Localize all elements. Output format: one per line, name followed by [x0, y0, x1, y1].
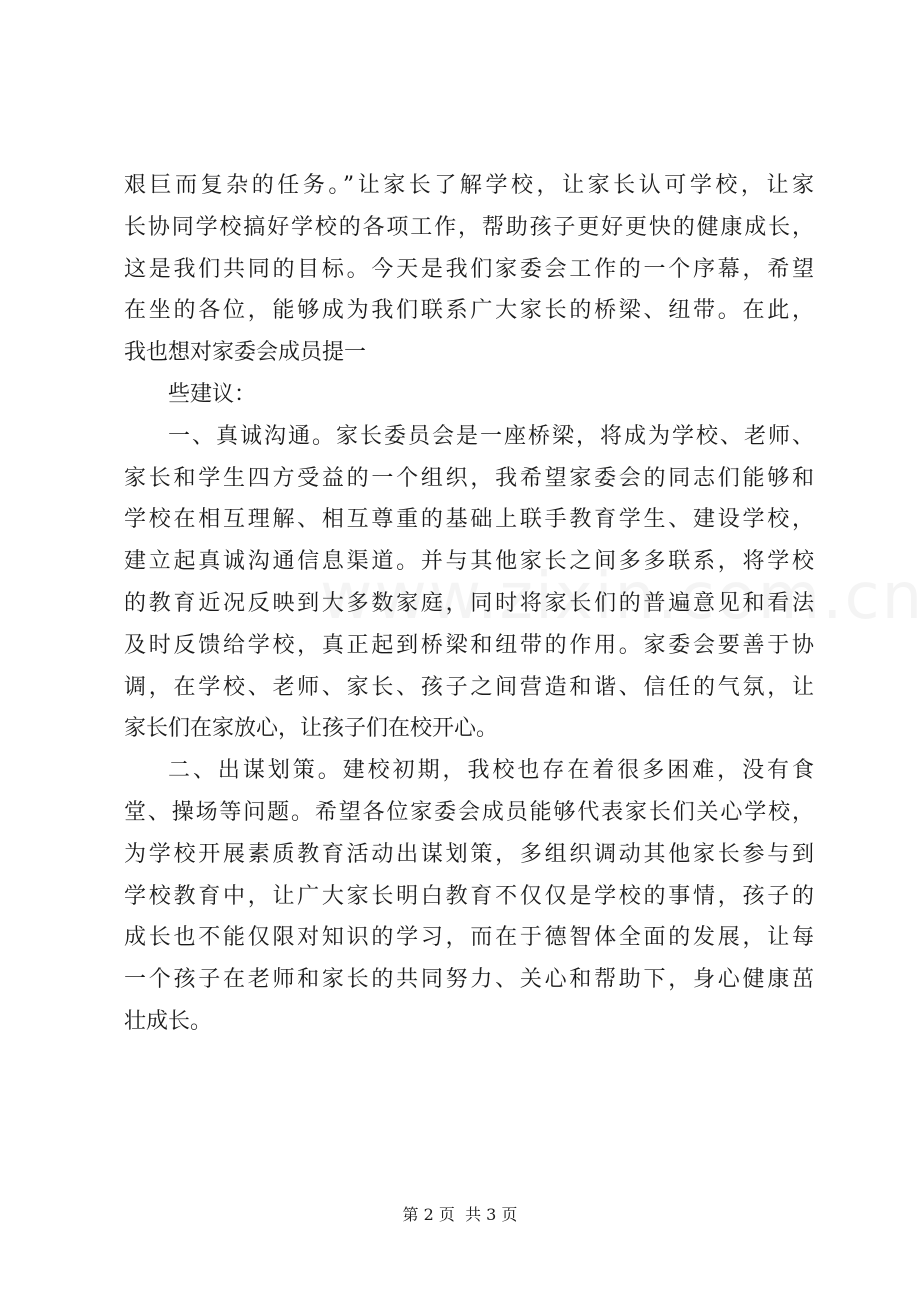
text-line: 家长和学生四方受益的一个组织，我希望家委会的同志们能够和	[124, 465, 814, 491]
page-number: 第 2 页 共 3 页	[402, 1205, 518, 1224]
document-body	[124, 168, 814, 1046]
text-line: 家长们在家放心，让孩子们在校开心。	[124, 716, 499, 742]
text-line: 的教育近况反映到大多数家庭，同时将家长们的普遍意见和看法	[124, 590, 814, 616]
text-line: 我也想对家委会成员提一	[124, 340, 367, 366]
text-line: 为学校开展素质教育活动出谋划策，多组织调动其他家长参与到	[124, 841, 814, 867]
text-line: 及时反馈给学校，真正起到桥梁和纽带的作用。家委会要善于协	[124, 632, 814, 658]
text-line: 学校在相互理解、相互尊重的基础上联手教育学生、建设学校，	[124, 507, 814, 533]
text-line: 二、出谋划策。建校初期，我校也存在着很多困难，没有食	[168, 758, 814, 784]
page-footer	[0, 1204, 920, 1226]
text-line: 堂、操场等问题。希望各位家委会成员能够代表家长们关心学校，	[124, 799, 814, 825]
text-line: 长协同学校搞好学校的各项工作，帮助孩子更好更快的健康成长，	[124, 214, 814, 240]
text-line: 成长也不能仅限对知识的学习，而在于德智体全面的发展，让每	[124, 925, 814, 951]
text-line: 艰巨而复杂的任务。”让家长了解学校，让家长认可学校，让家	[124, 173, 814, 198]
text-line: 调，在学校、老师、家长、孩子之间营造和谐、信任的气氛，让	[124, 674, 814, 700]
text-line: 在坐的各位，能够成为我们联系广大家长的桥梁、纽带。在此，	[124, 298, 814, 324]
text-line: 些建议：	[168, 381, 257, 407]
text-line: 这是我们共同的目标。今天是我们家委会工作的一个序幕，希望	[124, 256, 814, 282]
text-line: 壮成长。	[124, 1008, 213, 1034]
text-line: 学校教育中，让广大家长明白教育不仅仅是学校的事情，孩子的	[124, 883, 814, 909]
text-line: 建立起真诚沟通信息渠道。并与其他家长之间多多联系，将学校	[124, 549, 814, 575]
text-line: 一、真诚沟通。家长委员会是一座桥梁，将成为学校、老师、	[168, 423, 814, 449]
text-line: 一个孩子在老师和家长的共同努力、关心和帮助下，身心健康茁	[124, 967, 814, 993]
